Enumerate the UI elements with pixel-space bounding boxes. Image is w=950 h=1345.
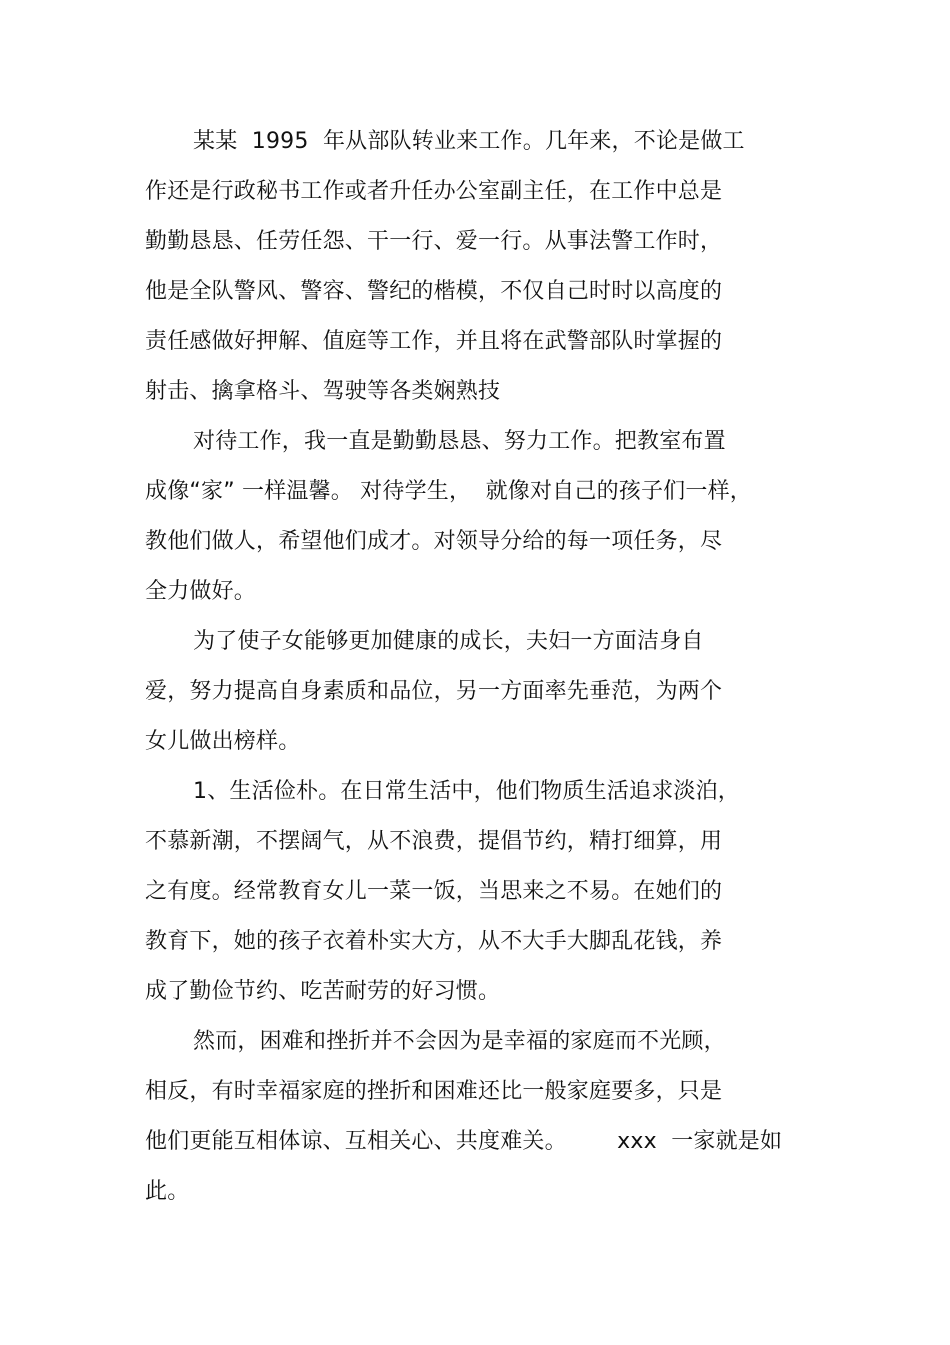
paragraph-3-line-2: 爱，努力提高自身素质和品位，另一方面率先垂范，为两个 [145, 679, 723, 704]
paragraph-5-line-1: 然而，困难和挫折并不会因为是幸福的家庭而不光顾， [193, 1029, 726, 1054]
paragraph-1-line-4: 他是全队警风、警容、警纪的楷模，不仅自己时时以高度的 [145, 279, 723, 304]
paragraph-2-line-3: 教他们做人，希望他们成才。对领导分给的每一项任务，尽 [145, 529, 723, 554]
paragraph-4-line-1: 1、生活俭朴。在日常生活中，他们物质生活追求淡泊， [193, 779, 740, 804]
paragraph-2-line-2: 成像“家” 一样温馨。 对待学生， 就像对自己的孩子们一样， [145, 479, 752, 504]
paragraph-1-line-6: 射击、擒拿格斗、驾驶等各类娴熟技 [145, 379, 501, 404]
paragraph-3-line-1: 为了使子女能够更加健康的成长，夫妇一方面洁身自 [193, 629, 704, 654]
paragraph-5-line-2: 相反，有时幸福家庭的挫折和困难还比一般家庭要多，只是 [145, 1079, 723, 1104]
paragraph-1-line-2: 作还是行政秘书工作或者升任办公室副主任，在工作中总是 [145, 179, 723, 204]
paragraph-1-line-1: 某某 1995 年从部队转业来工作。几年来，不论是做工 [193, 129, 745, 154]
paragraph-4-line-5: 成了勤俭节约、吃苦耐劳的好习惯。 [145, 979, 501, 1004]
paragraph-2-line-4: 全力做好。 [145, 579, 257, 604]
paragraph-1-line-5: 责任感做好押解、值庭等工作，并且将在武警部队时掌握的 [145, 329, 723, 354]
paragraph-4-line-2: 不慕新潮，不摆阔气，从不浪费，提倡节约，精打细算，用 [145, 829, 723, 854]
paragraph-3-line-3: 女儿做出榜样。 [145, 729, 301, 754]
paragraph-5-line-3: 他们更能互相体谅、互相关心、共度难关。 xxx 一家就是如 [145, 1129, 783, 1154]
paragraph-1-line-3: 勤勤恳恳、任劳任怨、干一行、爱一行。从事法警工作时， [145, 229, 723, 254]
paragraph-5-line-4: 此。 [145, 1179, 190, 1204]
paragraph-4-line-3: 之有度。经常教育女儿一菜一饭，当思来之不易。在她们的 [145, 879, 723, 904]
paragraph-4-line-4: 教育下，她的孩子衣着朴实大方，从不大手大脚乱花钱，养 [145, 929, 723, 954]
paragraph-2-line-1: 对待工作，我一直是勤勤恳恳、努力工作。把教室布置 [193, 429, 726, 454]
